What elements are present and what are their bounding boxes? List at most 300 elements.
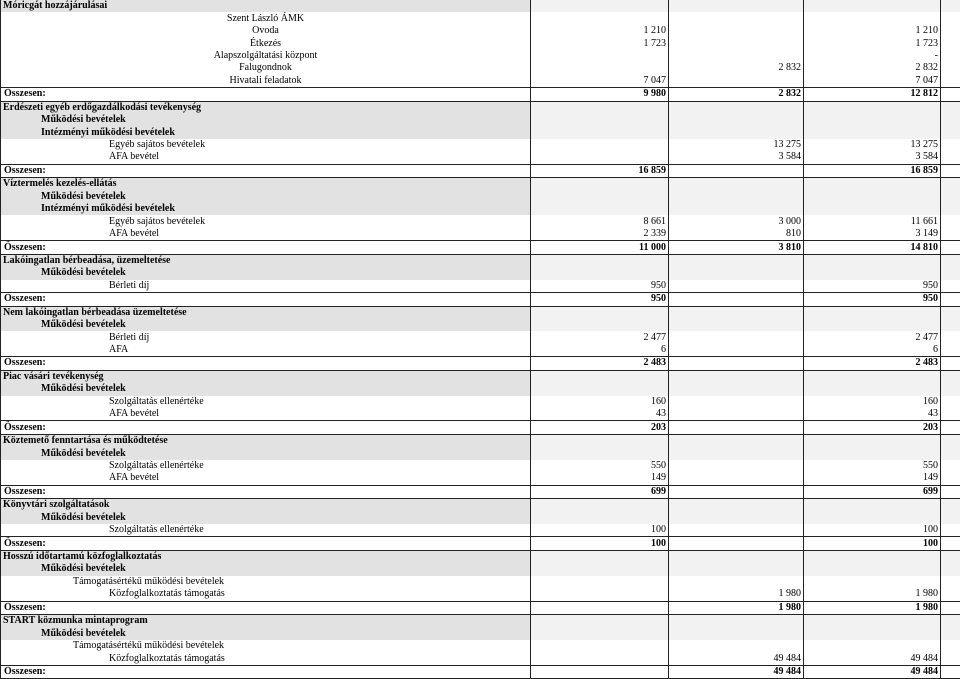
value-cell-3: [804, 383, 941, 395]
value-cell-1: [531, 319, 669, 331]
value-cell-3: 13 275: [804, 139, 941, 151]
value-cell-1: [531, 615, 669, 628]
value-cell-1: [531, 576, 669, 588]
value-cell-3: [804, 512, 941, 524]
empty-cell: [941, 485, 960, 498]
subsection-row: [1, 191, 960, 203]
row-label: Étkezés: [1, 37, 531, 49]
value-cell-3: 3 149: [804, 228, 941, 241]
subsection-row: [1, 114, 960, 126]
empty-cell: [941, 408, 960, 421]
value-cell-3: 12 812: [804, 88, 941, 101]
value-cell-2: [669, 512, 804, 524]
value-cell-1: [531, 370, 669, 383]
subsection-row: [1, 563, 960, 575]
value-cell-3: 100: [804, 524, 941, 537]
value-cell-1: 1 723: [531, 37, 669, 49]
empty-cell: [941, 114, 960, 126]
subsection-row: [1, 203, 960, 215]
empty-cell: [941, 101, 960, 114]
value-cell-2: 3 584: [669, 151, 804, 164]
value-cell-1: 43: [531, 408, 669, 421]
row-label: ÁFA bevétel: [1, 228, 531, 241]
value-cell-1: [531, 601, 669, 614]
table-row: [1, 588, 960, 601]
value-cell-3: 43: [804, 408, 941, 421]
value-cell-3: [804, 640, 941, 652]
empty-cell: [941, 576, 960, 588]
empty-cell: [941, 126, 960, 138]
row-label: Működési bevételek: [1, 267, 531, 279]
value-cell-3: 950: [804, 280, 941, 293]
value-cell-2: [669, 344, 804, 357]
value-cell-1: [531, 563, 669, 575]
row-label: Közfoglalkoztatás támogatás: [1, 588, 531, 601]
value-cell-1: 2 477: [531, 331, 669, 343]
value-cell-2: 810: [669, 228, 804, 241]
row-label: Működési bevételek: [1, 114, 531, 126]
value-cell-3: 2 477: [804, 331, 941, 343]
section-header-row: [1, 370, 960, 383]
value-cell-1: [531, 550, 669, 563]
row-label: Működési bevételek: [1, 563, 531, 575]
value-cell-1: 149: [531, 472, 669, 485]
subsection-row: [1, 319, 960, 331]
row-label: Egyéb sajátos bevételek: [1, 139, 531, 151]
value-cell-3: 49 484: [804, 665, 941, 678]
empty-cell: [941, 50, 960, 62]
value-cell-2: [669, 25, 804, 37]
value-cell-2: [669, 396, 804, 408]
value-cell-3: 16 859: [804, 164, 941, 177]
empty-cell: [941, 306, 960, 319]
row-label: Móricgát hozzájárulásai: [1, 0, 531, 12]
value-cell-2: 1 980: [669, 601, 804, 614]
empty-cell: [941, 357, 960, 370]
value-cell-3: [804, 12, 941, 24]
value-cell-2: [669, 421, 804, 434]
row-label: Támogatásértékű működési bevételek: [1, 640, 531, 652]
value-cell-3: 6: [804, 344, 941, 357]
value-cell-3: [804, 550, 941, 563]
total-row: [1, 537, 960, 550]
value-cell-3: 100: [804, 537, 941, 550]
table-row: [1, 228, 960, 241]
empty-cell: [941, 627, 960, 639]
row-label: Összesen:: [1, 485, 531, 498]
empty-cell: [941, 75, 960, 88]
empty-cell: [941, 164, 960, 177]
table-row: [1, 75, 960, 88]
table-row: [1, 139, 960, 151]
section-header-row: [1, 0, 960, 12]
empty-cell: [941, 241, 960, 254]
value-cell-1: [531, 114, 669, 126]
value-cell-2: 3 810: [669, 241, 804, 254]
empty-cell: [941, 151, 960, 164]
empty-cell: [941, 191, 960, 203]
value-cell-3: [804, 576, 941, 588]
row-label: Bérleti díj: [1, 331, 531, 343]
value-cell-2: [669, 50, 804, 62]
value-cell-2: [669, 499, 804, 512]
value-cell-1: [531, 178, 669, 191]
section-header-row: [1, 254, 960, 267]
value-cell-1: 699: [531, 485, 669, 498]
value-cell-2: [669, 447, 804, 459]
value-cell-3: [804, 101, 941, 114]
row-label: ÁFA bevétel: [1, 472, 531, 485]
value-cell-3: 550: [804, 460, 941, 472]
value-cell-3: [804, 447, 941, 459]
value-cell-3: [804, 203, 941, 215]
empty-cell: [941, 472, 960, 485]
table-row: [1, 576, 960, 588]
value-cell-3: 1 723: [804, 37, 941, 49]
empty-cell: [941, 499, 960, 512]
total-row: [1, 665, 960, 678]
value-cell-2: [669, 383, 804, 395]
row-label: Összesen:: [1, 601, 531, 614]
value-cell-1: 203: [531, 421, 669, 434]
section-header-row: [1, 306, 960, 319]
empty-cell: [941, 203, 960, 215]
empty-cell: [941, 370, 960, 383]
empty-cell: [941, 512, 960, 524]
value-cell-2: [669, 408, 804, 421]
row-label: Összesen:: [1, 241, 531, 254]
empty-cell: [941, 178, 960, 191]
value-cell-1: 6: [531, 344, 669, 357]
value-cell-3: [804, 370, 941, 383]
subsection-row: [1, 383, 960, 395]
empty-cell: [941, 139, 960, 151]
value-cell-1: [531, 203, 669, 215]
row-label: Működési bevételek: [1, 383, 531, 395]
row-label: Egyéb sajátos bevételek: [1, 215, 531, 227]
value-cell-2: [669, 563, 804, 575]
row-label: Összesen:: [1, 357, 531, 370]
value-cell-1: [531, 267, 669, 279]
empty-cell: [941, 588, 960, 601]
empty-cell: [941, 344, 960, 357]
table-row: [1, 472, 960, 485]
value-cell-3: 11 661: [804, 215, 941, 227]
table-row: [1, 640, 960, 652]
empty-cell: [941, 25, 960, 37]
value-cell-2: [669, 434, 804, 447]
value-cell-1: [531, 499, 669, 512]
row-label: Intézményi működési bevételek: [1, 203, 531, 215]
table-row: [1, 524, 960, 537]
empty-cell: [941, 396, 960, 408]
row-label: Erdészeti egyéb erdőgazdálkodási tevékenység: [1, 101, 531, 114]
value-cell-1: 100: [531, 537, 669, 550]
row-label: Szolgáltatás ellenértéke: [1, 524, 531, 537]
value-cell-2: [669, 370, 804, 383]
value-cell-3: [804, 319, 941, 331]
value-cell-3: 7 047: [804, 75, 941, 88]
value-cell-2: [669, 203, 804, 215]
subsection-row: [1, 627, 960, 639]
value-cell-1: [531, 191, 669, 203]
total-row: [1, 88, 960, 101]
value-cell-3: [804, 306, 941, 319]
value-cell-2: [669, 293, 804, 306]
value-cell-1: [531, 151, 669, 164]
value-cell-3: [804, 267, 941, 279]
value-cell-2: [669, 331, 804, 343]
section-header-row: [1, 178, 960, 191]
value-cell-2: [669, 460, 804, 472]
value-cell-2: [669, 524, 804, 537]
value-cell-1: [531, 62, 669, 74]
row-label: Összesen:: [1, 164, 531, 177]
value-cell-2: [669, 267, 804, 279]
value-cell-3: [804, 191, 941, 203]
value-cell-3: [804, 0, 941, 12]
value-cell-3: [804, 254, 941, 267]
value-cell-1: 160: [531, 396, 669, 408]
value-cell-2: [669, 126, 804, 138]
value-cell-3: 149: [804, 472, 941, 485]
table-row: [1, 331, 960, 343]
empty-cell: [941, 524, 960, 537]
value-cell-1: [531, 306, 669, 319]
value-cell-2: [669, 627, 804, 639]
total-row: [1, 293, 960, 306]
subsection-row: [1, 447, 960, 459]
empty-cell: [941, 62, 960, 74]
row-label: Intézményi működési bevételek: [1, 126, 531, 138]
total-row: [1, 357, 960, 370]
table-row: [1, 25, 960, 37]
value-cell-2: [669, 306, 804, 319]
value-cell-1: 16 859: [531, 164, 669, 177]
value-cell-3: [804, 434, 941, 447]
value-cell-2: [669, 254, 804, 267]
value-cell-1: 7 047: [531, 75, 669, 88]
value-cell-3: [804, 178, 941, 191]
table-row: [1, 396, 960, 408]
row-label: Összesen:: [1, 537, 531, 550]
empty-cell: [941, 215, 960, 227]
table-row: [1, 151, 960, 164]
total-row: [1, 241, 960, 254]
table-row: [1, 62, 960, 74]
value-cell-1: 950: [531, 280, 669, 293]
value-cell-1: [531, 434, 669, 447]
value-cell-1: 11 000: [531, 241, 669, 254]
value-cell-3: 14 810: [804, 241, 941, 254]
value-cell-2: [669, 576, 804, 588]
value-cell-3: 49 484: [804, 652, 941, 665]
row-label: Működési bevételek: [1, 627, 531, 639]
section-header-row: [1, 550, 960, 563]
row-label: Hivatali feladatok: [1, 75, 531, 88]
value-cell-1: [531, 588, 669, 601]
value-cell-2: [669, 164, 804, 177]
value-cell-2: 49 484: [669, 652, 804, 665]
row-label: Működési bevételek: [1, 447, 531, 459]
value-cell-3: [804, 615, 941, 628]
row-label: Szent László ÁMK: [1, 12, 531, 24]
row-label: Piac vásári tevékenység: [1, 370, 531, 383]
value-cell-2: 13 275: [669, 139, 804, 151]
empty-cell: [941, 563, 960, 575]
value-cell-1: [531, 383, 669, 395]
value-cell-1: 100: [531, 524, 669, 537]
empty-cell: [941, 267, 960, 279]
value-cell-2: [669, 615, 804, 628]
row-label: Összesen:: [1, 665, 531, 678]
value-cell-3: 699: [804, 485, 941, 498]
row-label: Óvoda: [1, 25, 531, 37]
empty-cell: [941, 665, 960, 678]
value-cell-1: 9 980: [531, 88, 669, 101]
value-cell-3: 2 832: [804, 62, 941, 74]
row-label: Alapszolgáltatási központ: [1, 50, 531, 62]
value-cell-2: [669, 0, 804, 12]
value-cell-3: [804, 499, 941, 512]
row-label: Összesen:: [1, 88, 531, 101]
value-cell-2: [669, 357, 804, 370]
value-cell-2: [669, 114, 804, 126]
value-cell-2: [669, 191, 804, 203]
table-row: [1, 37, 960, 49]
value-cell-3: 203: [804, 421, 941, 434]
empty-cell: [941, 640, 960, 652]
value-cell-2: [669, 178, 804, 191]
value-cell-2: [669, 472, 804, 485]
total-row: [1, 601, 960, 614]
value-cell-1: [531, 254, 669, 267]
value-cell-3: [804, 627, 941, 639]
subsection-row: [1, 267, 960, 279]
value-cell-3: [804, 126, 941, 138]
value-cell-3: [804, 563, 941, 575]
empty-cell: [941, 383, 960, 395]
value-cell-2: 2 832: [669, 62, 804, 74]
empty-cell: [941, 12, 960, 24]
row-label: Hosszú időtartamú közfoglalkoztatás: [1, 550, 531, 563]
empty-cell: [941, 447, 960, 459]
row-label: Könyvtári szolgáltatások: [1, 499, 531, 512]
row-label: Közfoglalkoztatás támogatás: [1, 652, 531, 665]
empty-cell: [941, 254, 960, 267]
value-cell-1: 8 661: [531, 215, 669, 227]
table-row: [1, 50, 960, 62]
row-label: ÁFA: [1, 344, 531, 357]
value-cell-1: 2 483: [531, 357, 669, 370]
empty-cell: [941, 228, 960, 241]
section-header-row: [1, 615, 960, 628]
table-row: [1, 344, 960, 357]
section-header-row: [1, 101, 960, 114]
empty-cell: [941, 0, 960, 12]
row-label: Szolgáltatás ellenértéke: [1, 396, 531, 408]
empty-cell: [941, 460, 960, 472]
value-cell-3: 160: [804, 396, 941, 408]
row-label: Támogatásértékű működési bevételek: [1, 576, 531, 588]
row-label: Működési bevételek: [1, 512, 531, 524]
value-cell-1: 1 210: [531, 25, 669, 37]
table-row: [1, 215, 960, 227]
row-label: Köztemető fenntartása és működtetése: [1, 434, 531, 447]
value-cell-1: [531, 126, 669, 138]
empty-cell: [941, 550, 960, 563]
row-label: Bérleti díj: [1, 280, 531, 293]
value-cell-2: [669, 550, 804, 563]
empty-cell: [941, 293, 960, 306]
value-cell-2: [669, 101, 804, 114]
value-cell-3: [804, 114, 941, 126]
empty-cell: [941, 37, 960, 49]
value-cell-3: 1 980: [804, 601, 941, 614]
value-cell-1: 950: [531, 293, 669, 306]
value-cell-2: 49 484: [669, 665, 804, 678]
empty-cell: [941, 280, 960, 293]
value-cell-2: 1 980: [669, 588, 804, 601]
empty-cell: [941, 319, 960, 331]
value-cell-2: [669, 75, 804, 88]
value-cell-3: 3 584: [804, 151, 941, 164]
value-cell-1: 550: [531, 460, 669, 472]
value-cell-2: [669, 640, 804, 652]
row-label: START közmunka mintaprogram: [1, 615, 531, 628]
value-cell-1: [531, 627, 669, 639]
table-row: [1, 280, 960, 293]
value-cell-1: [531, 512, 669, 524]
total-row: [1, 485, 960, 498]
value-cell-2: 2 832: [669, 88, 804, 101]
empty-cell: [941, 331, 960, 343]
value-cell-2: [669, 485, 804, 498]
budget-table-body: [1, 0, 960, 679]
subsection-row: [1, 126, 960, 138]
value-cell-3: 1 980: [804, 588, 941, 601]
value-cell-1: 2 339: [531, 228, 669, 241]
value-cell-2: [669, 37, 804, 49]
value-cell-3: -: [804, 50, 941, 62]
row-label: ÁFA bevétel: [1, 151, 531, 164]
row-label: Falugondnok: [1, 62, 531, 74]
empty-cell: [941, 615, 960, 628]
value-cell-1: [531, 447, 669, 459]
row-label: Nem lakóingatlan bérbeadása üzemeltetése: [1, 306, 531, 319]
value-cell-2: 3 000: [669, 215, 804, 227]
table-row: [1, 12, 960, 24]
value-cell-2: [669, 280, 804, 293]
subsection-row: [1, 512, 960, 524]
row-label: Szolgáltatás ellenértéke: [1, 460, 531, 472]
row-label: ÁFA bevétel: [1, 408, 531, 421]
row-label: Lakóingatlan bérbeadása, üzemeltetése: [1, 254, 531, 267]
value-cell-2: [669, 319, 804, 331]
empty-cell: [941, 601, 960, 614]
row-label: Összesen:: [1, 293, 531, 306]
empty-cell: [941, 434, 960, 447]
value-cell-2: [669, 12, 804, 24]
value-cell-3: 2 483: [804, 357, 941, 370]
value-cell-1: [531, 12, 669, 24]
empty-cell: [941, 421, 960, 434]
table-row: [1, 408, 960, 421]
row-label: Víztermelés kezelés-ellátás: [1, 178, 531, 191]
value-cell-1: [531, 101, 669, 114]
value-cell-3: 1 210: [804, 25, 941, 37]
total-row: [1, 421, 960, 434]
